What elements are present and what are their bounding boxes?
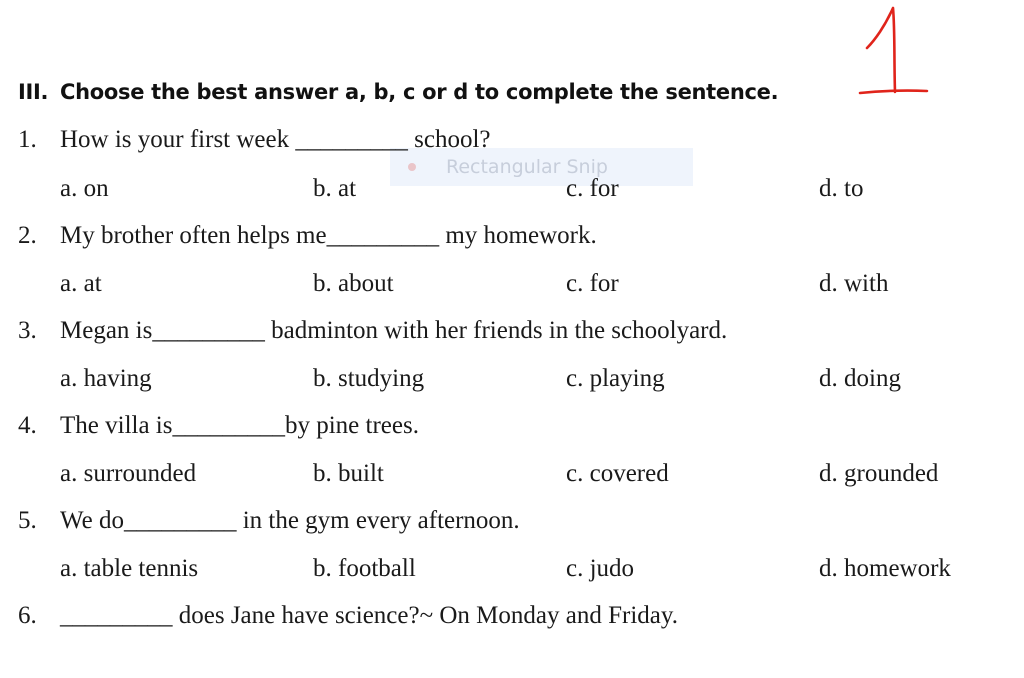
- snip-tool-label: Rectangular Snip: [446, 156, 608, 178]
- option-a: a. at: [60, 270, 102, 297]
- option-c: c. playing: [566, 365, 665, 392]
- option-b: b. at: [313, 175, 357, 202]
- question-number: 3.: [18, 317, 37, 344]
- question-number: 1.: [18, 126, 37, 153]
- option-a: a. on: [60, 175, 109, 202]
- section-heading: [18, 80, 778, 104]
- question-text: The villa is_________by pine trees.: [60, 412, 419, 439]
- option-c: c. for: [566, 175, 619, 202]
- question-number: 5.: [18, 507, 37, 534]
- record-dot-icon: [408, 163, 416, 171]
- question-text: Megan is_________ badminton with her friends in the schoolyard.: [60, 317, 728, 344]
- option-d: d. homework: [819, 555, 951, 582]
- section-number: III.: [18, 80, 49, 104]
- question-number: 4.: [18, 412, 37, 439]
- option-d: d. doing: [819, 365, 901, 392]
- option-d: d. to: [819, 175, 864, 202]
- option-a: a. having: [60, 365, 152, 392]
- option-d: d. with: [819, 270, 889, 297]
- option-b: b. built: [313, 460, 384, 487]
- question-text: We do_________ in the gym every afternoon.: [60, 507, 520, 534]
- question-text: How is your first week _________ school?: [60, 126, 491, 153]
- section-instruction: Choose the best answer a, b, c or d to complete the sentence.: [60, 80, 779, 104]
- option-b: b. studying: [313, 365, 425, 392]
- question-text: _________ does Jane have science?~ On Monday and Friday.: [60, 602, 678, 629]
- option-a: a. table tennis: [60, 555, 199, 582]
- option-a: a. surrounded: [60, 460, 197, 487]
- handwritten-page-number: [855, 0, 935, 100]
- option-c: c. covered: [566, 460, 669, 487]
- question-text: My brother often helps me_________ my homework.: [60, 222, 597, 249]
- option-b: b. about: [313, 270, 394, 297]
- question-number: 2.: [18, 222, 37, 249]
- option-c: c. for: [566, 270, 619, 297]
- option-c: c. judo: [566, 555, 635, 582]
- question-number: 6.: [18, 602, 37, 629]
- option-b: b. football: [313, 555, 416, 582]
- option-d: d. grounded: [819, 460, 939, 487]
